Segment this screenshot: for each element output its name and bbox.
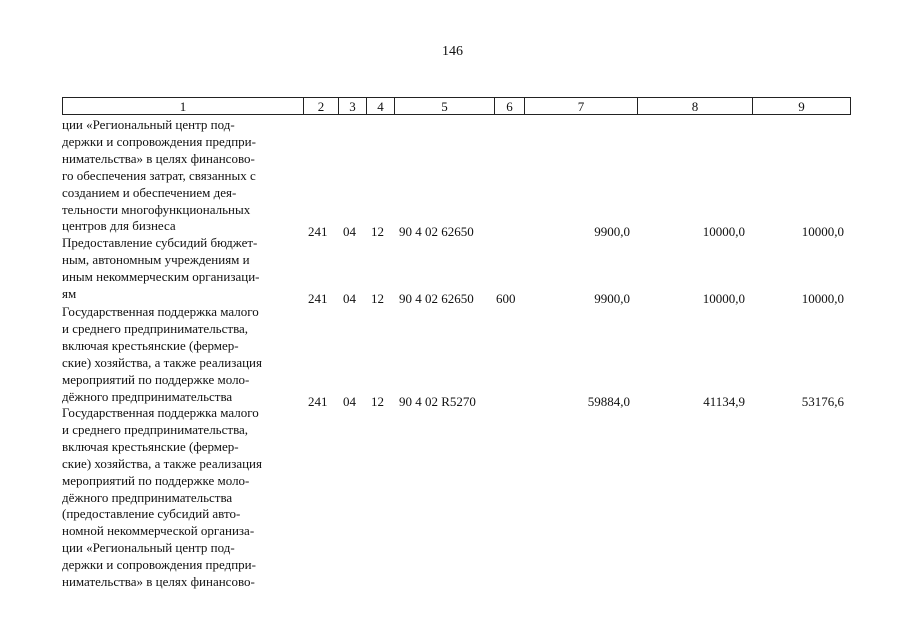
text-line: центров для бизнеса	[62, 218, 176, 234]
cell-col-2: 241	[308, 394, 328, 409]
text-line: номной некоммерческой организа-	[62, 523, 255, 539]
header-col-7: 7	[524, 97, 637, 115]
text-line: го обеспечения затрат, связанных с	[62, 167, 256, 183]
text-line: (предоставление субсидий авто-	[62, 506, 241, 522]
text-line: тельности многофункциональных	[62, 201, 251, 217]
header-col-1: 1	[62, 97, 303, 115]
table-header	[0, 97, 905, 116]
cell-col-7: 59884,0	[587, 394, 630, 409]
cell-col-7: 9900,0	[594, 224, 630, 239]
cell-col-2: 241	[308, 291, 328, 306]
cell-col-7: 9900,0	[594, 291, 630, 306]
text-line: Государственная поддержка малого	[62, 304, 259, 319]
header-col-2: 2	[303, 97, 338, 115]
row-3-description	[62, 304, 296, 405]
text-line: дёжного предпринимательства	[62, 489, 233, 505]
page-number: 146	[442, 44, 463, 59]
text-line: нимательства» в целях финансово-	[62, 574, 255, 590]
header-col-5: 5	[394, 97, 494, 115]
text-line: и среднего предпринимательства,	[62, 320, 249, 336]
row-4-description	[62, 405, 296, 591]
text-line: Государственная поддержка малого	[62, 405, 259, 420]
cell-col-4: 12	[371, 224, 384, 239]
text-line: иным некоммерческим организаци-	[62, 268, 260, 284]
text-line: ские) хозяйства, а также реализация	[62, 455, 262, 471]
header-col-6: 6	[494, 97, 524, 115]
text-line: держки и сопровождения предпри-	[62, 133, 256, 149]
cell-col-5: 90 4 02 62650	[399, 291, 474, 306]
cell-col-9: 10000,0	[801, 224, 844, 239]
header-col-9: 9	[752, 97, 851, 115]
cell-col-4: 12	[371, 394, 384, 409]
cell-col-9: 10000,0	[801, 291, 844, 306]
text-line: включая крестьянские (фермер-	[62, 438, 239, 454]
header-col-4: 4	[366, 97, 394, 115]
header-col-8: 8	[637, 97, 752, 115]
text-line: ным, автономным учреждениям и	[62, 251, 250, 267]
text-line: созданием и обеспечением дея-	[62, 184, 237, 200]
text-line: держки и сопровождения предпри-	[62, 557, 256, 573]
cell-col-8: 41134,9	[703, 394, 745, 409]
text-line: включая крестьянские (фермер-	[62, 337, 239, 353]
text-line: ские) хозяйства, а также реализация	[62, 354, 262, 370]
text-line: Предоставление субсидий бюджет-	[62, 235, 258, 250]
cell-col-2: 241	[308, 224, 328, 239]
cell-col-9: 53176,6	[801, 394, 844, 409]
text-line: ям	[62, 285, 77, 301]
text-line: ции «Региональный центр под-	[62, 117, 235, 132]
text-line: дёжного предпринимательства	[62, 388, 233, 404]
text-line: мероприятий по поддержке моло-	[62, 472, 250, 488]
header-col-3: 3	[338, 97, 366, 115]
cell-col-8: 10000,0	[702, 291, 745, 306]
text-line: ции «Региональный центр под-	[62, 540, 235, 556]
cell-col-3: 04	[343, 224, 356, 239]
cell-col-5: 90 4 02 R5270	[399, 394, 476, 409]
cell-col-3: 04	[343, 291, 356, 306]
text-line: нимательства» в целях финансово-	[62, 150, 255, 166]
text-line: мероприятий по поддержке моло-	[62, 371, 250, 387]
cell-col-8: 10000,0	[702, 224, 745, 239]
cell-col-4: 12	[371, 291, 384, 306]
cell-col-6: 600	[496, 291, 516, 306]
row-2-description	[62, 235, 296, 303]
text-line: и среднего предпринимательства,	[62, 421, 249, 437]
cell-col-5: 90 4 02 62650	[399, 224, 474, 239]
cell-col-3: 04	[343, 394, 356, 409]
row-1-description	[62, 117, 296, 235]
